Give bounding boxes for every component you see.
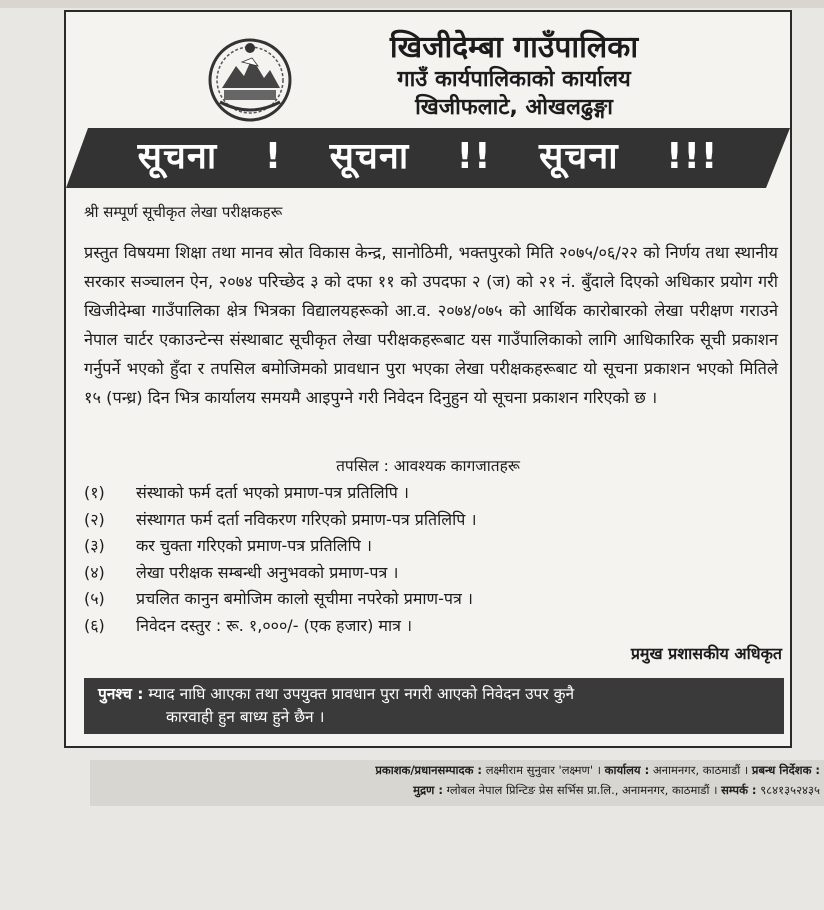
requirements-list	[84, 480, 764, 640]
newspaper-footer	[90, 760, 824, 806]
item-number: (४)	[84, 562, 105, 582]
item-text: लेखा परीक्षक सम्बन्धी अनुभवको प्रमाण-पत्र ।	[136, 562, 399, 582]
banner-title: सूचना ! सूचना !! सूचना !!!	[137, 136, 719, 177]
item-text: संस्थागत फर्म दर्ता नविकरण गरिएको प्रमाण-पत्र प्रतिलिपि ।	[136, 509, 477, 529]
item-text: निवेदन दस्तुर : रू. १,०००/- (एक हजार) मात्र ।	[136, 615, 413, 635]
item-number: (१)	[84, 483, 105, 502]
director-label: प्रबन्ध निर्देशक :	[751, 763, 820, 777]
notice-box	[64, 10, 792, 748]
org-title-block	[304, 30, 724, 122]
item-number: (३)	[84, 536, 105, 556]
item-number: (५)	[84, 589, 105, 609]
item-text: संस्थाको फर्म दर्ता भएको प्रमाण-पत्र प्रतिलिपि ।	[136, 483, 409, 502]
org-name: खिजीदेम्बा गाउँपालिका	[389, 30, 639, 65]
list-item	[84, 533, 764, 560]
newspaper-edge	[0, 0, 824, 8]
notice-banner	[66, 128, 790, 188]
contact-label: सम्पर्क :	[721, 783, 757, 797]
requirements-heading: तपसिल : आवश्यक कागजातहरू	[336, 457, 520, 475]
footer-line-2	[90, 780, 824, 800]
item-text: कर चुक्ता गरिएको प्रमाण-पत्र प्रतिलिपि ।	[136, 536, 372, 556]
notice-header	[66, 30, 790, 130]
list-item	[84, 586, 764, 613]
publisher-label: प्रकाशक/प्रधानसम्पादक :	[375, 763, 483, 777]
postscript-line-1	[98, 683, 770, 706]
nepal-emblem-icon	[206, 36, 294, 122]
footer-office: अनामनगर, काठमाडौं ।	[652, 763, 749, 777]
publisher-name: लक्ष्मीराम सुनुवार 'लक्ष्मण' ।	[485, 763, 602, 777]
list-item	[84, 480, 764, 507]
signatory-title: प्रमुख प्रशासकीय अधिकृत	[630, 644, 782, 663]
addressee-line: श्री सम्पूर्ण सूचीकृत लेखा परीक्षकहरू	[84, 203, 283, 221]
list-item	[84, 560, 764, 587]
office-address: खिजीफलाटे, ओखलढुङ्गा	[415, 95, 613, 120]
office-name: गाउँ कार्यपालिकाको कार्यालय	[397, 67, 631, 92]
item-number: (६)	[84, 615, 105, 635]
postscript-text-1: म्याद नाघि आएका तथा उपयुक्त प्रावधान पुरा नगरी आएको निवेदन उपर कुनै	[148, 685, 575, 703]
item-number: (२)	[84, 509, 105, 529]
contact-number: ९८४१३५२४३५	[760, 783, 820, 797]
notice-body: प्रस्तुत विषयमा शिक्षा तथा मानव स्रोत विकास केन्द्र, सानोठिमी, भक्तपुरको मिति २०७५/०६/२२ को निर्णय तथा स्थानीय सरकार सञ्चालन ऐन, २०७४ परिच्छेद ३ को दफा ११ को उपदफा २ (ज) को २१ नं. बुँदाले दिएको अधिकार प्रयोग गरी खिजीदेम्बा गाउँपालिका क्षेत्र भित्रका विद्यालयहरूको आ.व. २०७४/०७५ को आर्थिक कारोबारको लेखा परीक्षण गराउने नेपाल चार्टर एकाउन्टेन्स संस्थाबाट सूचीकृत लेखा परीक्षकहरूबाट यस गाउँपालिकाको लागि आधिकारिक सूची प्रकाशन गर्नुपर्ने भएको हुँदा र तपसिल बमोजिमको प्रावधान पुरा भएका लेखा परीक्षकहरूबाट यो सूचना प्रकाशन भएको मितिले १५ (पन्ध्र) दिन भित्र कार्यालय समयमै आइपुग्ने गरी निवेदन दिनुहुन यो सूचना प्रकाशन गरिएको छ ।	[84, 243, 778, 407]
footer-line-1	[90, 760, 824, 780]
list-item	[84, 613, 764, 640]
item-text: प्रचलित कानुन बमोजिम कालो सूचीमा नपरेको प्रमाण-पत्र ।	[136, 589, 473, 609]
postscript-label: पुनश्च :	[98, 685, 144, 703]
office-label: कार्यालय :	[604, 763, 650, 777]
printer-name: ग्लोबल नेपाल प्रिन्टिङ प्रेस सर्भिस प्रा.लि., अनामनगर, काठमाडौं ।	[446, 783, 718, 797]
postscript-text-2: कारवाही हुन बाध्य हुने छैन ।	[166, 708, 325, 726]
list-item	[84, 507, 764, 534]
printer-label: मुद्रण :	[413, 783, 443, 797]
postscript-box	[84, 678, 784, 734]
